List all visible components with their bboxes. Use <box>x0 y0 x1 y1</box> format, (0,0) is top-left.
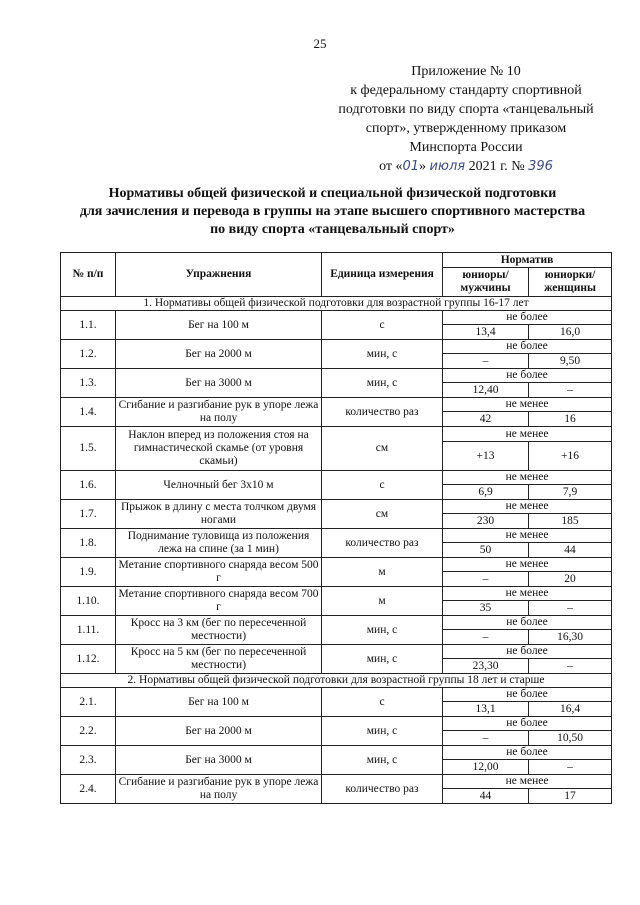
row-exercise: Поднимание туловища из положения лежа на спине (за 1 мин) <box>116 529 322 558</box>
row-condition: не менее <box>443 558 612 572</box>
page-number: 25 <box>313 36 327 51</box>
row-condition: не более <box>443 645 612 659</box>
value-juniors-f: 7,9 <box>529 485 612 500</box>
value-juniors-m: 42 <box>443 412 529 427</box>
appendix-line: спорт», утвержденному приказом <box>365 121 567 136</box>
document-title <box>40 185 625 239</box>
row-exercise: Бег на 100 м <box>116 688 322 717</box>
table-row <box>61 688 612 702</box>
row-unit: м <box>322 558 443 587</box>
row-unit: мин, с <box>322 746 443 775</box>
value-juniors-m: – <box>443 572 529 587</box>
row-unit: с <box>322 471 443 500</box>
row-num: 1.9. <box>61 558 116 587</box>
row-exercise: Бег на 3000 м <box>116 369 322 398</box>
value-juniors-m: – <box>443 630 529 645</box>
row-condition: не менее <box>443 500 612 514</box>
norms-table <box>60 252 612 804</box>
table-row <box>61 587 612 601</box>
row-exercise: Челночный бег 3х10 м <box>116 471 322 500</box>
value-juniors-f: – <box>529 760 612 775</box>
row-condition: не менее <box>443 471 612 485</box>
row-condition: не более <box>443 717 612 731</box>
row-num: 2.3. <box>61 746 116 775</box>
value-juniors-m: – <box>443 354 529 369</box>
value-juniors-f: +16 <box>529 442 612 471</box>
row-condition: не более <box>443 746 612 760</box>
row-num: 1.12. <box>61 645 116 674</box>
row-condition: не менее <box>443 398 612 412</box>
norms-body <box>61 297 612 804</box>
section-title: 2. Нормативы общей физической подготовки для возрастной группы 18 лет и старше <box>61 674 612 688</box>
value-juniors-m: 6,9 <box>443 485 529 500</box>
row-exercise: Кросс на 5 км (бег по пересеченной местности) <box>116 645 322 674</box>
title-line: для зачисления и перевода в группы на этапе высшего спортивного мастерства <box>79 204 586 219</box>
row-unit: с <box>322 688 443 717</box>
row-exercise: Сгибание и разгибание рук в упоре лежа на полу <box>116 398 322 427</box>
value-juniors-f: 17 <box>529 789 612 804</box>
appendix-line: подготовки по виду спорта «танцевальный <box>338 102 594 117</box>
row-num: 2.4. <box>61 775 116 804</box>
section-title: 1. Нормативы общей физической подготовки для возрастной группы 16-17 лет <box>61 297 612 311</box>
row-exercise: Прыжок в длину с места толчком двумя ногами <box>116 500 322 529</box>
row-unit: см <box>322 427 443 471</box>
row-num: 1.1. <box>61 311 116 340</box>
appendix-block <box>326 62 606 176</box>
row-unit: см <box>322 500 443 529</box>
table-row <box>61 398 612 412</box>
row-num: 1.6. <box>61 471 116 500</box>
row-unit: мин, с <box>322 645 443 674</box>
table-row <box>61 500 612 514</box>
value-juniors-f: 16 <box>529 412 612 427</box>
row-condition: не более <box>443 311 612 325</box>
row-exercise: Бег на 2000 м <box>116 340 322 369</box>
row-condition: не более <box>443 340 612 354</box>
header-juniors-f: юниорки/ женщины <box>529 268 612 297</box>
table-row <box>61 471 612 485</box>
table-row <box>61 340 612 354</box>
row-num: 1.2. <box>61 340 116 369</box>
value-juniors-f: – <box>529 601 612 616</box>
appendix-line: Минспорта России <box>409 140 523 155</box>
table-row <box>61 558 612 572</box>
value-juniors-m: 13,1 <box>443 702 529 717</box>
row-exercise: Кросс на 3 км (бег по пересеченной местности) <box>116 616 322 645</box>
value-juniors-f: 16,0 <box>529 325 612 340</box>
row-condition: не более <box>443 616 612 630</box>
section-row <box>61 297 612 311</box>
row-exercise: Сгибание и разгибание рук в упоре лежа на полу <box>116 775 322 804</box>
value-juniors-m: 23,30 <box>443 659 529 674</box>
row-unit: количество раз <box>322 529 443 558</box>
row-num: 1.5. <box>61 427 116 471</box>
header-juniors-m: юниоры/ мужчины <box>443 268 529 297</box>
table-row <box>61 616 612 630</box>
row-exercise: Бег на 100 м <box>116 311 322 340</box>
table-row <box>61 311 612 325</box>
date-prefix: от « <box>379 159 403 174</box>
header-num: № п/п <box>61 253 116 297</box>
value-juniors-f: 16,4 <box>529 702 612 717</box>
appendix-line: к федеральному стандарту спортивной <box>350 83 582 98</box>
row-condition: не менее <box>443 587 612 601</box>
row-condition: не менее <box>443 529 612 543</box>
row-num: 1.3. <box>61 369 116 398</box>
table-row <box>61 746 612 760</box>
value-juniors-f: 10,50 <box>529 731 612 746</box>
row-condition: не менее <box>443 427 612 442</box>
header-unit: Единица измерения <box>322 253 443 297</box>
row-num: 1.8. <box>61 529 116 558</box>
value-juniors-f: 16,30 <box>529 630 612 645</box>
row-unit: мин, с <box>322 340 443 369</box>
row-condition: не более <box>443 688 612 702</box>
row-exercise: Метание спортивного снаряда весом 700 г <box>116 587 322 616</box>
header-norm: Норматив <box>443 253 612 268</box>
row-exercise: Бег на 2000 м <box>116 717 322 746</box>
row-num: 1.4. <box>61 398 116 427</box>
row-num: 2.2. <box>61 717 116 746</box>
date-mid: » <box>419 159 430 174</box>
value-juniors-m: 50 <box>443 543 529 558</box>
value-juniors-f: – <box>529 383 612 398</box>
value-juniors-m: 230 <box>443 514 529 529</box>
row-exercise: Бег на 3000 м <box>116 746 322 775</box>
table-row <box>61 645 612 659</box>
value-juniors-f: 20 <box>529 572 612 587</box>
value-juniors-f: – <box>529 659 612 674</box>
value-juniors-f: 44 <box>529 543 612 558</box>
date-year: 2021 г. № <box>465 159 529 174</box>
row-unit: количество раз <box>322 398 443 427</box>
table-row <box>61 427 612 442</box>
table-row <box>61 529 612 543</box>
row-num: 1.10. <box>61 587 116 616</box>
section-row <box>61 674 612 688</box>
appendix-date <box>326 157 606 176</box>
row-condition: не менее <box>443 775 612 789</box>
order-number: 396 <box>528 159 553 174</box>
value-juniors-m: 35 <box>443 601 529 616</box>
row-unit: количество раз <box>322 775 443 804</box>
value-juniors-m: 13,4 <box>443 325 529 340</box>
value-juniors-m: 12,00 <box>443 760 529 775</box>
table-row <box>61 369 612 383</box>
value-juniors-f: 9,50 <box>529 354 612 369</box>
date-day: 01 <box>402 159 420 174</box>
row-num: 1.7. <box>61 500 116 529</box>
row-unit: м <box>322 587 443 616</box>
value-juniors-f: 185 <box>529 514 612 529</box>
row-num: 1.11. <box>61 616 116 645</box>
row-exercise: Метание спортивного снаряда весом 500 г <box>116 558 322 587</box>
value-juniors-m: – <box>443 731 529 746</box>
table-row <box>61 775 612 789</box>
row-unit: мин, с <box>322 717 443 746</box>
row-unit: мин, с <box>322 616 443 645</box>
value-juniors-m: 44 <box>443 789 529 804</box>
title-line: Нормативы общей физической и специальной физической подготовки <box>108 186 557 201</box>
row-condition: не более <box>443 369 612 383</box>
title-line: по виду спорта «танцевальный спорт» <box>210 222 455 237</box>
appendix-line: Приложение № 10 <box>411 64 521 79</box>
row-unit: с <box>322 311 443 340</box>
row-exercise: Наклон вперед из положения стоя на гимнастической скамье (от уровня скамьи) <box>116 427 322 471</box>
date-month: июля <box>429 159 466 174</box>
table-row <box>61 717 612 731</box>
value-juniors-m: +13 <box>443 442 529 471</box>
header-exercise: Упражнения <box>116 253 322 297</box>
row-unit: мин, с <box>322 369 443 398</box>
row-num: 2.1. <box>61 688 116 717</box>
value-juniors-m: 12,40 <box>443 383 529 398</box>
